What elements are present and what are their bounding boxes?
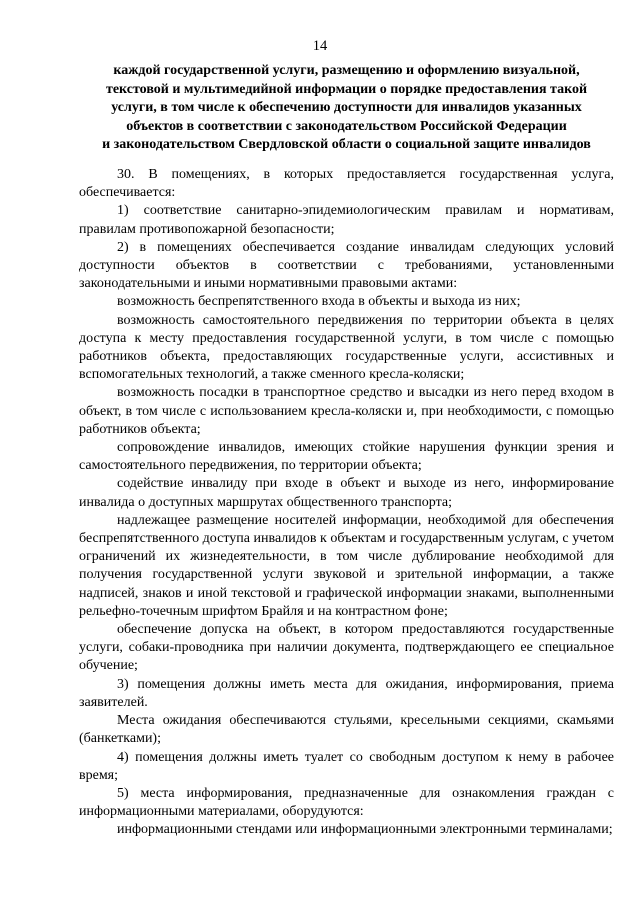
heading-line: каждой государственной услуги, размещению и оформлению визуальной, xyxy=(113,63,580,78)
paragraph: 4) помещения должны иметь туалет со свободным доступом к нему в рабочее время; xyxy=(79,749,614,783)
section-heading xyxy=(79,62,614,155)
document-body xyxy=(79,166,614,840)
paragraph: возможность беспрепятственного входа в объекты и выхода из них; xyxy=(117,294,521,310)
paragraph: возможность самостоятельного передвижения по территории объекта в целях доступа к месту предоставления государственной услуги, в том числе с помощью работников объекта, предоставляющих государственные услуги, ассистивных и вспомогательных технологий, а также сменного кресла-коляски; xyxy=(79,312,614,383)
heading-line: текстовой и мультимедийной информации о порядке предоставления такой xyxy=(105,81,588,97)
paragraph: сопровождение инвалидов, имеющих стойкие нарушения функции зрения и самостоятельного передвижения, по территории объекта; xyxy=(79,440,614,474)
heading-line: объектов в соответствии с законодательством Российской Федерации xyxy=(126,118,567,134)
paragraph: 1) соответствие санитарно-эпидемиологическим правилам и нормативам, правилам противопожарной безопасности; xyxy=(79,203,614,237)
paragraph: 3) помещения должны иметь места для ожидания, информирования, приема заявителей. xyxy=(79,676,614,710)
paragraph: 5) места информирования, предназначенные для ознакомления граждан с информационными материалами, оборудуются: xyxy=(79,785,614,820)
paragraph: содействие инвалиду при входе в объект и выходе из него, информирование инвалида о доступных маршрутах общественного транспорта; xyxy=(79,476,614,510)
paragraph: Места ожидания обеспечиваются стульями, кресельными секциями, скамьями (банкетками); xyxy=(79,713,614,747)
paragraph: обеспечение допуска на объект, в котором предоставляются государственные услуги, собаки-проводника при наличии документа, подтверждающего ее специальное обучение; xyxy=(79,622,614,674)
paragraph: возможность посадки в транспортное средство и высадки из него перед входом в объект, в том числе с использованием кресла-коляски и, при необходимости, с помощью работников объекта; xyxy=(79,385,614,437)
heading-line: услуги, в том числе к обеспечению доступности для инвалидов указанных xyxy=(111,100,582,116)
page-number: 14 xyxy=(312,38,328,54)
paragraph: 30. В помещениях, в которых предоставляется государственная услуга, обеспечивается: xyxy=(79,167,614,201)
paragraph: надлежащее размещение носителей информации, необходимой для обеспечения беспрепятственного доступа инвалидов к объектам и государственным услугам, с учетом ограничений их жизнедеятельности, в том числе дублирование необходимой для получения государственной услуги звуковой и зрительной информации, а также надписей, знаков и иной текстовой и графической информации знаками, выполненными рельефно-точечным шрифтом Брайля и на контрастном фоне; xyxy=(79,512,614,619)
heading-line: и законодательством Свердловской области о социальной защите инвалидов xyxy=(102,137,591,153)
paragraph: 2) в помещениях обеспечивается создание инвалидам следующих условий доступности объектов в соответствии с требованиями, установленными законодательными и иными нормативными правовыми актами: xyxy=(79,239,614,292)
paragraph: информационными стендами или информационными электронными терминалами; xyxy=(117,822,613,838)
